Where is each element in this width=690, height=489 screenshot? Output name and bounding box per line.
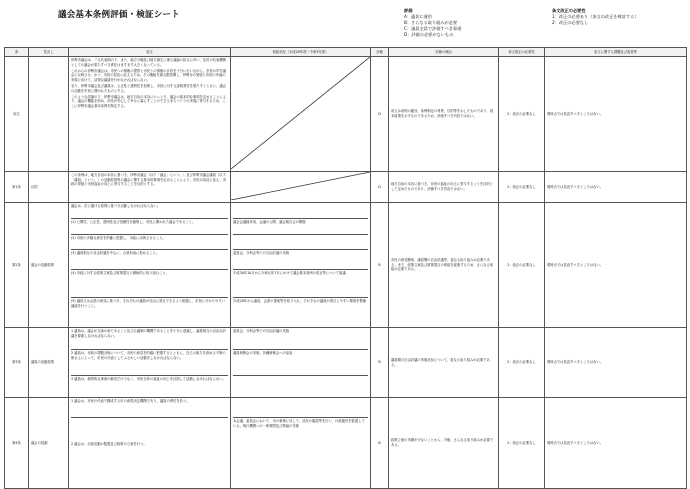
page-title: 議会基本条例評価・検証シート bbox=[58, 10, 180, 20]
reason-cell: 政策立案の実績が少ないことから、今後、さらなる取り組みが必要である。 bbox=[389, 398, 499, 489]
evaluation-legend-item-d: D：評価の必要がないもの bbox=[404, 32, 454, 37]
table-row-preamble bbox=[5, 57, 687, 172]
article-clause: 1 議員は、議会が言論の府であること及び合議制の機関であることを十分に認識し、議員相互の自由な討議を尊重しなければならない。 bbox=[71, 328, 228, 350]
revision-cell: 2：改正の必要なし bbox=[499, 398, 545, 489]
article-clause: 議会は、次に掲げる原則に基づき活動しなければならない。 bbox=[71, 203, 228, 219]
reason-cell: 前文は条例の趣旨、条例制定の背景、目的等を示したものであり、基本原則を示すものであるため、評価すべき内容ではない。 bbox=[389, 57, 499, 172]
heading-cell: 議会の活動原則 bbox=[29, 203, 69, 328]
revision-legend-item-1: 1：改正の必要あり（条文の改正を検討する） bbox=[552, 14, 639, 19]
column-header-heading: 見出し bbox=[29, 48, 69, 57]
heading-cell: 目的 bbox=[29, 172, 69, 203]
article-clause: (5) 議員又は会派の意見に基づき、それぞれの議員が自由に発言できるよう配慮し、市民に分かりやすい議論を行うこと。 bbox=[71, 299, 225, 308]
reason-cell: 議員間の自由討議の実施状況について、更なる取り組みが必要である。 bbox=[389, 328, 499, 398]
reason-cell: 市民の意見聴取、議員間の自由討議等、更なる取り組みが必要である。また、政策立案及び政策提言の取組を促進するため、さらなる取組が必要である。 bbox=[389, 203, 499, 328]
evaluation-cell: D bbox=[371, 57, 389, 172]
evaluation-cell: B bbox=[371, 328, 389, 398]
article-cell: 第4条 bbox=[5, 398, 29, 489]
status-entry bbox=[233, 203, 368, 219]
heading-cell: 議会の役割 bbox=[29, 398, 69, 489]
status-cell bbox=[231, 398, 371, 489]
heading-cell bbox=[29, 57, 69, 172]
evaluation-cell: D bbox=[371, 172, 389, 203]
issues-cell: 現時点では見直すべきところはない。 bbox=[545, 328, 687, 398]
status-entry: 委員会、分科会等での自由討議の実施 bbox=[233, 250, 368, 270]
column-header-eval: 評価 bbox=[371, 48, 389, 57]
status-entry: 議員研修会の実施、各種研修会への参加 bbox=[233, 350, 368, 376]
article-clause: (1) 公開性、公正性、透明性及び信頼性を確保し、市民に開かれた議会であること。 bbox=[71, 219, 228, 235]
diagonal-strike bbox=[231, 172, 370, 200]
article-text-cell bbox=[69, 328, 231, 398]
revision-cell: 2：改正の必要なし bbox=[499, 172, 545, 203]
article-clause: (4) 市政に対する政策立案及び政策提言に積極的に取り組むこと。 bbox=[71, 270, 228, 298]
issues-cell: 現時点では見直すべきところはない。 bbox=[545, 203, 687, 328]
revision-legend-item-2: 2：改正の必要なし bbox=[552, 20, 589, 25]
revision-cell: 2：改正の必要なし bbox=[499, 328, 545, 398]
evaluation-legend bbox=[404, 8, 461, 38]
article-clause: (3) 議員相互の自由討議を中心に、合意形成に努めること。 bbox=[71, 250, 228, 270]
table-row-article-1 bbox=[5, 172, 687, 203]
status-cell-crossed bbox=[231, 172, 371, 203]
revision-legend-header: 条文改正の必要性 bbox=[552, 8, 586, 13]
revision-legend bbox=[552, 8, 638, 26]
article-text-cell: この条例は、地方自治の本旨に基づき、伊勢市議会（以下「議会」という。）及び伊勢市議会議員（以下「議員」という。）の活動原則等の議会に関する基本的事項を定めることにより、市民の負託に応え、市政の発展と市民福祉の向上に寄与することを目的とする。 bbox=[69, 172, 231, 203]
evaluation-legend-item-a: A：適切に運用 bbox=[404, 14, 432, 19]
article-clause: (2) 市民の多様な意見を的確に把握し、市政に反映させること。 bbox=[71, 235, 228, 250]
status-entry: 平成30年10月から令和元年7月にかけて議会基本条例の改正等について協議 bbox=[233, 270, 368, 298]
revision-cell: 2：改正の必要なし bbox=[499, 203, 545, 328]
article-clause: 2 議員は、市政の課題全般について、市民の意見を的確に把握するとともに、自己の能力を高める不断の研さんによって、市民の代表としてふさわしい活動をしなければならない。 bbox=[71, 350, 228, 376]
article-clause: 2 議会は、行政活動の監視及び政策の立案を行う。 bbox=[71, 442, 147, 446]
article-clause: 1 議会は、市民の代表で構成する市の意思決定機関であり、議員の責任を負う。 bbox=[71, 398, 228, 418]
status-entry: 委員会、分科会等での自由討議の実施 bbox=[233, 328, 368, 350]
status-cell bbox=[231, 328, 371, 398]
column-header-status: 取組状況（平成29年度～令和3年度） bbox=[231, 48, 371, 57]
preamble-paragraph: 伊勢市議会は、二元代表制の下、また、地方分権及び地方創生に係る議論の拡大に伴い、住民の代表機関としての議会が果たすべき責任はますます大きくなっている。 bbox=[71, 58, 226, 67]
preamble-paragraph: また、伊勢市議会及び議員は、公正性と透明性を担保し、市民に対する説明責任を果たすとともに、議会の活動を市民に開かれたものとする。 bbox=[71, 83, 226, 93]
evaluation-legend-header: 評価 bbox=[404, 8, 413, 13]
evaluation-cell: B bbox=[371, 398, 389, 489]
status-entry: 本会議、委員会において、市の事務に対して、状況の確認等を行い、行政運営を監視している。執行機関への一般質問及び質疑の実施 bbox=[233, 419, 365, 428]
issues-cell: 現時点では見直すべきところはない。 bbox=[545, 172, 687, 203]
table-row-article-3 bbox=[5, 328, 687, 398]
status-cell-crossed bbox=[231, 57, 371, 172]
status-entry: 議会会議録作成、会議の公開、議会報告会の開催 bbox=[233, 219, 368, 235]
table-row-article-2 bbox=[5, 203, 687, 328]
article-cell: 第2条 bbox=[5, 203, 29, 328]
article-cell: 前文 bbox=[5, 57, 29, 172]
status-cell bbox=[231, 203, 371, 328]
issues-cell: 現時点では見直すべきところはない。 bbox=[545, 398, 687, 489]
preamble-paragraph: このような認識の下、伊勢市議会は、地方自治の本旨にのっとり、議会の基本的な事項を定めることにより、議会の機能を高め、市民が安心して幸せに暮らすことのできるまちづくりの実現に寄与するため、ここに伊勢市議会基本条例を制定する。 bbox=[71, 94, 226, 108]
article-clause: 3 議員は、個別的な事案の解決だけでなく、市民全体の福祉の向上を目指して活動しなければならない。 bbox=[71, 377, 226, 381]
issues-cell: 現時点では見直すべきところはない。 bbox=[545, 57, 687, 172]
heading-cell: 議員の活動原則 bbox=[29, 328, 69, 398]
evaluation-legend-item-b: B：さらなる取り組みが必要 bbox=[404, 20, 458, 25]
article-text-cell bbox=[69, 398, 231, 489]
column-header-reason: 評価の理由 bbox=[389, 48, 499, 57]
status-entry bbox=[233, 376, 368, 397]
article-text-cell bbox=[69, 57, 231, 172]
evaluation-table bbox=[4, 47, 687, 489]
table-row-article-4 bbox=[5, 398, 687, 489]
reason-cell: 地方自治の本旨に基づき、市民の福祉の向上に寄与することを目的として定めたものであり、評価すべき内容ではない。 bbox=[389, 172, 499, 203]
status-entry: 平成28年から議員、会派の提案等を取り入れ、それぞれの議員が発言しやすい環境を整備 bbox=[233, 299, 366, 303]
status-entry bbox=[233, 398, 368, 418]
article-cell: 第1条 bbox=[5, 172, 29, 203]
evaluation-legend-item-c: C：議員全員で評価すべき事項 bbox=[404, 26, 462, 31]
column-header-article: 条 bbox=[5, 48, 29, 57]
status-entry bbox=[233, 235, 368, 250]
table-header-row bbox=[5, 48, 687, 57]
article-cell: 第3条 bbox=[5, 328, 29, 398]
preamble-paragraph: これからの伊勢市議会は、市民への情報の提供と市民との情報の共有を十分に行いながら、市民の声を議会に反映させ、かつ、市民の負託に応えるため、その権能を最大限発揮し、伊勢市の発展と市民の幸福の実現に向けて、活発な議論を行わなければならない。 bbox=[71, 68, 226, 82]
evaluation-cell: B bbox=[371, 203, 389, 328]
column-header-revision: 条文改正の必要性 bbox=[499, 48, 545, 57]
column-header-issues: 条文に関する課題及び改善等 bbox=[545, 48, 687, 57]
article-text-cell bbox=[69, 203, 231, 328]
revision-cell: 2：改正の必要なし bbox=[499, 57, 545, 172]
column-header-text: 条文 bbox=[69, 48, 231, 57]
diagonal-strike bbox=[231, 57, 370, 169]
